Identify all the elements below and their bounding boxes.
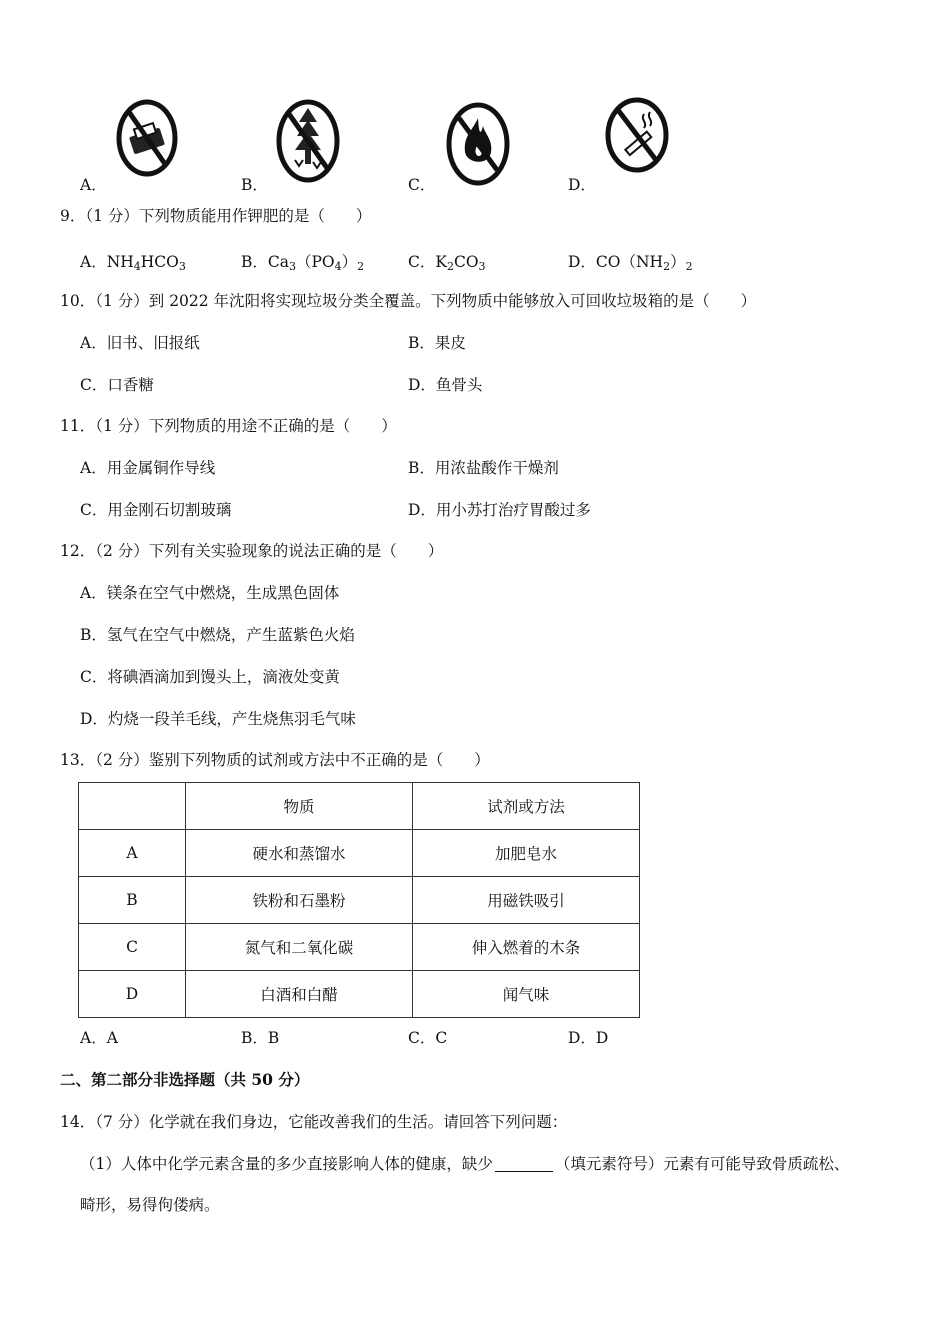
table-row	[79, 830, 640, 877]
table-cell: A	[79, 830, 186, 877]
table-cell: 伸入燃着的木条	[413, 924, 640, 971]
table-header-cell: 试剂或方法	[413, 783, 640, 830]
q13-option-c: C．C	[408, 1029, 448, 1047]
q8-option-a-label: A．	[80, 176, 107, 194]
table-header-cell: 物质	[186, 783, 413, 830]
no-fire-icon	[445, 100, 511, 188]
q10-option-c: C．口香糖	[80, 376, 154, 394]
table-cell: 氮气和二氧化碳	[186, 924, 413, 971]
q14-sub1-continued: 畸形，易得佝偻病。	[80, 1196, 220, 1214]
no-smoking-icon	[604, 96, 670, 174]
table-cell: 加肥皂水	[413, 830, 640, 877]
q9-option-c: C．$K_2CO_3$	[408, 253, 486, 273]
no-wrapping-paper-icon	[115, 98, 179, 178]
table-row	[79, 924, 640, 971]
q13-option-b: B．B	[241, 1029, 280, 1047]
answer-blank[interactable]	[495, 1156, 553, 1172]
table-cell: 铁粉和石墨粉	[186, 877, 413, 924]
q11-option-b: B．用浓盐酸作干燥剂	[408, 459, 559, 477]
table-cell: 白酒和白醋	[186, 971, 413, 1018]
table-row	[79, 877, 640, 924]
q12-option-c: C．将碘酒滴加到馒头上，滴液处变黄	[80, 668, 340, 686]
q8-option-b-label: B．	[241, 176, 268, 194]
table-cell: D	[79, 971, 186, 1018]
q11-stem: 11．（1 分）下列物质的用途不正确的是（ ）	[60, 417, 397, 435]
q10-stem: 10．（1 分）到 2022 年沈阳将实现垃圾分类全覆盖。下列物质中能够放入可回收垃圾箱的是（ ）	[60, 292, 757, 310]
q13-stem: 13．（2 分）鉴别下列物质的试剂或方法中不正确的是（ ）	[60, 751, 490, 769]
q10-option-b: B．果皮	[408, 334, 466, 352]
table-cell: B	[79, 877, 186, 924]
q13-table	[78, 782, 640, 1018]
q12-option-b: B．氢气在空气中燃烧，产生蓝紫色火焰	[80, 626, 355, 644]
table-row	[79, 971, 640, 1018]
q11-option-a: A．用金属铜作导线	[80, 459, 216, 477]
q11-option-d: D．用小苏打治疗胃酸过多	[408, 501, 591, 519]
q14-stem: 14．（7 分）化学就在我们身边，它能改善我们的生活。请回答下列问题：	[60, 1113, 568, 1131]
no-fireworks-icon	[275, 98, 341, 184]
table-cell: C	[79, 924, 186, 971]
table-cell: 闻气味	[413, 971, 640, 1018]
table-header-row	[79, 783, 640, 830]
q9-option-d: D．$CO(NH_2)_2$	[568, 253, 693, 273]
section-2-title: 二、第二部分非选择题（共 50 分）	[60, 1070, 310, 1089]
q9-option-b: B．$Ca_3(PO_4)_2$	[241, 253, 365, 273]
q12-stem: 12．（2 分）下列有关实验现象的说法正确的是（ ）	[60, 542, 444, 560]
q8-option-c-label: C．	[408, 176, 436, 194]
q10-option-d: D．鱼骨头	[408, 376, 483, 394]
q9-option-a: A．$NH_4HCO_3$	[80, 253, 186, 273]
q11-option-c: C．用金刚石切割玻璃	[80, 501, 232, 519]
q8-option-d-label: D．	[568, 176, 596, 194]
q10-option-a: A．旧书、旧报纸	[80, 334, 200, 352]
table-cell: 硬水和蒸馏水	[186, 830, 413, 877]
q12-option-a: A．镁条在空气中燃烧，生成黑色固体	[80, 584, 340, 602]
q14-sub1: （1）人体中化学元素含量的多少直接影响人体的健康，缺少 （填元素符号）元素有可能导致骨质疏松、	[80, 1155, 850, 1173]
q13-option-d: D．D	[568, 1029, 609, 1047]
table-cell: 用磁铁吸引	[413, 877, 640, 924]
table-header-cell	[79, 783, 186, 830]
q12-option-d: D．灼烧一段羊毛线，产生烧焦羽毛气味	[80, 710, 356, 728]
q13-option-a: A．A	[80, 1029, 118, 1047]
q9-stem: 9．（1 分）下列物质能用作钾肥的是（ ）	[60, 207, 372, 225]
